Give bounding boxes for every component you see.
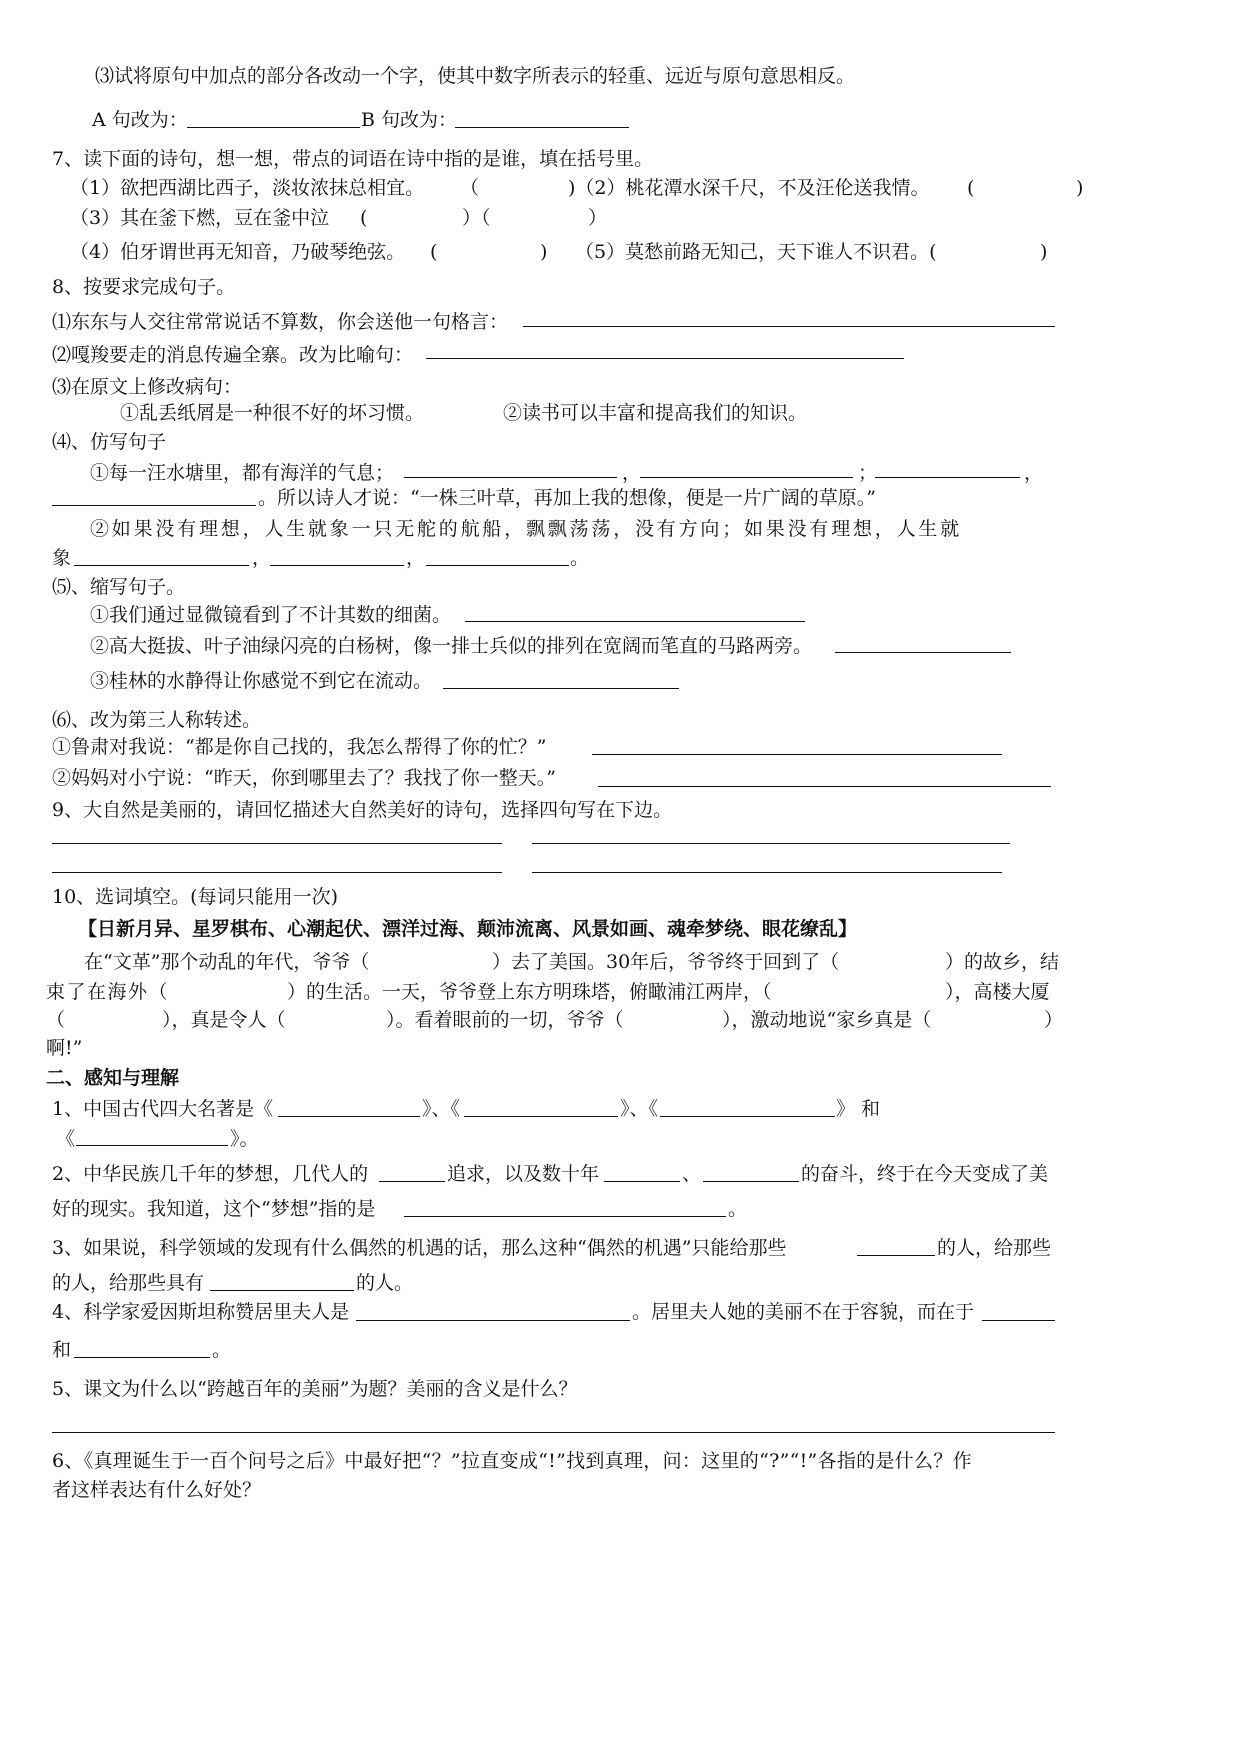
q6-a-blank: [187, 127, 360, 128]
q10-word-bank: 【日新月异、星罗棋布、心潮起伏、漂洋过海、颠沛流离、风景如画、魂牵梦绕、眼花缭乱】: [78, 918, 858, 940]
q8-s6b: ②妈妈对小宁说：“昨天，你到哪里去了？我找了你一整天。”: [52, 767, 556, 789]
s2-q1f: 》。: [230, 1128, 259, 1150]
q8-s5c: ③桂林的水静得让你感觉不到它在流动。: [90, 670, 433, 692]
q8-s4a-blank3: [875, 477, 1020, 478]
q7-paren-open: (: [967, 177, 975, 199]
s2-q4-blank3: [74, 1357, 210, 1358]
s2-q2a: 2、中华民族几千年的梦想，几代人的: [52, 1163, 369, 1185]
s2-q2-blank3: [703, 1181, 799, 1182]
q10-p3a: （: [46, 1009, 66, 1031]
q7-item4: （4）伯牙谓世再无知音，乃破琴绝弦。: [70, 241, 406, 263]
q8-title: 8、按要求完成句子。: [52, 276, 236, 298]
s2-q5: 5、课文为什么以“跨越百年的美丽”为题？美丽的含义是什么？: [52, 1378, 578, 1400]
q8-s4b-blank2: [270, 565, 404, 566]
q8-s4b-blank1: [74, 565, 249, 566]
s2-q1-blank3: [660, 1116, 835, 1117]
q10-p1c: ）的故乡，结: [945, 951, 1060, 973]
s2-q1a: 1、中国古代四大名著是《: [52, 1098, 274, 1120]
q10-p3c: ）。看着眼前的一切，爷爷（: [386, 1009, 624, 1031]
q8-s4b-sep: ，: [252, 547, 272, 569]
q10-title: 10、选词填空。(每词只能用一次): [52, 886, 339, 908]
s2-q4d: 。: [212, 1339, 232, 1361]
s2-q2-blank1: [379, 1181, 445, 1182]
q10-p3e: ）: [1044, 1009, 1064, 1031]
s2-q4a: 4、科学家爱因斯坦称赞居里夫人是: [52, 1301, 350, 1323]
q8-s4b: ②如果没有理想，人生就象一只无舵的航船，飘飘荡荡，没有方向；如果没有理想，人生就: [90, 518, 963, 540]
s2-q2-blank4: [404, 1216, 726, 1217]
q8-s4a: ①每一汪水塘里，都有海洋的气息；: [90, 462, 395, 484]
q8-s2: ⑵嘎羧要走的消息传遍全寨。改为比喻句：: [52, 344, 414, 366]
q10-p2a: 束了在海外（: [46, 981, 170, 1003]
s2-q5-answer-line: [52, 1432, 1055, 1433]
q8-s3: ⑶在原文上修改病句：: [52, 376, 243, 398]
q7-item1: （1）欲把西湖比西子，淡妆浓抹总相宜。: [70, 177, 425, 199]
q8-s6: ⑹、改为第三人称转述。: [52, 709, 262, 731]
q10-p2b: ）的生活。一天，爷爷登上东方明珠塔，俯瞰浦江两岸，（: [287, 981, 772, 1003]
q8-s4a-blank1: [404, 477, 617, 478]
s2-q2f: 。: [728, 1198, 748, 1220]
q10-p4: 啊!”: [46, 1037, 83, 1059]
q9-blank2: [532, 843, 1010, 844]
q8-s5: ⑸、缩写句子。: [52, 576, 186, 598]
q8-s1: ⑴东东与人交往常常说话不算数，你会送他一句格言：: [52, 311, 509, 333]
q8-s5c-blank: [443, 688, 679, 689]
q8-s4a-blank2: [640, 477, 853, 478]
s2-q1d: 》 和: [836, 1098, 881, 1120]
q10-p3b: ），真是令人（: [162, 1009, 286, 1031]
q7-paren-open: （: [460, 177, 480, 199]
q6-b-label: B 句改为：: [361, 109, 458, 131]
s2-q4c: 和: [52, 1339, 72, 1361]
q8-s4a-end: 。所以诗人才说：“一株三叶草，再加上我的想像，便是一片广阔的草原。”: [258, 487, 876, 509]
q7-paren-close: ): [1076, 177, 1084, 199]
q8-s5b: ②高大挺拔、叶子油绿闪亮的白杨树，像一排士兵似的排列在宽阔而笔直的马路两旁。: [90, 635, 813, 657]
s2-q2b: 追求，以及数十年: [447, 1163, 600, 1185]
s2-q3c: 的人，给那些具有: [52, 1272, 205, 1294]
q9-title: 9、大自然是美丽的，请回忆描述大自然美好的诗句，选择四句写在下边。: [52, 799, 673, 821]
q8-s2-blank: [426, 358, 904, 359]
q7-item3: （3）其在釜下燃，豆在釜中泣: [70, 207, 330, 229]
s2-q3a: 3、如果说，科学领域的发现有什么偶然的机遇的话，那么这种“偶然的机遇”只能给那些: [52, 1237, 787, 1259]
q7-paren-pair: ）（: [462, 207, 491, 229]
s2-q2e: 好的现实。我知道，这个“梦想”指的是: [52, 1198, 376, 1220]
s2-q1-blank4: [76, 1145, 228, 1146]
s2-q2d: 的奋斗，终于在今天变成了美: [801, 1163, 1049, 1185]
q8-s4b-sep: ，: [406, 547, 426, 569]
q8-s1-blank: [523, 326, 1055, 327]
q7-paren-close: ）: [588, 207, 608, 229]
q8-s5a-blank: [465, 621, 805, 622]
q8-s3a: ①乱丢纸屑是一种很不好的坏习惯。: [120, 402, 425, 424]
s2-q6a: 6、《真理诞生于一百个问号之后》中最好把“？”拉直变成“!”找到真理，问：这里的“?”“!”各指的是什么？作: [52, 1450, 972, 1472]
q8-s5b-blank: [835, 652, 1011, 653]
q8-s3b: ②读书可以丰富和提高我们的知识。: [503, 402, 808, 424]
q8-s6b-blank: [598, 786, 1051, 787]
q8-s6a: ①鲁肃对我说：“都是你自己找的，我怎么帮得了你的忙？”: [52, 736, 547, 758]
s2-q6b: 者这样表达有什么好处？: [52, 1479, 262, 1501]
s2-q1b: 》、《: [422, 1098, 461, 1120]
q10-p1a: 在“文革”那个动乱的年代，爷爷（: [84, 951, 370, 973]
q8-s4b-sep: 。: [570, 547, 590, 569]
s2-q1c: 》、《: [620, 1098, 659, 1120]
q10-p3d: ），激动地说“家乡真是（: [722, 1009, 932, 1031]
q6-b-blank: [455, 127, 629, 128]
q8-s4: ⑷、仿写句子: [52, 431, 167, 453]
q8-s6a-blank: [592, 754, 1002, 755]
q8-s4b-blank3: [426, 565, 569, 566]
s2-q1-blank2: [464, 1116, 618, 1117]
s2-q3-blank2: [210, 1290, 354, 1291]
q7-paren-open: (: [430, 241, 438, 263]
s2-q3-blank1: [857, 1255, 935, 1256]
section2-title: 二、感知与理解: [46, 1067, 180, 1089]
s2-q4b: 。居里夫人她的美丽不在于容貌，而在于: [632, 1301, 975, 1323]
s2-q1-blank1: [278, 1116, 420, 1117]
q9-blank3: [52, 872, 502, 873]
q9-blank4: [532, 872, 1002, 873]
q8-s4a-sep: ，: [1024, 462, 1044, 484]
q8-s4a-sep: ；: [858, 462, 878, 484]
q7-title: 7、读下面的诗句，想一想，带点的词语在诗中指的是谁，填在括号里。: [52, 148, 654, 170]
q9-blank1: [52, 843, 502, 844]
s2-q2-blank2: [604, 1181, 680, 1182]
q8-s5a: ①我们通过显微镜看到了不计其数的细菌。: [90, 604, 452, 626]
q7-item5: （5）莫愁前路无知己，天下谁人不识君。(: [575, 241, 937, 263]
q10-p1b: ）去了美国。30年后，爷爷终于回到了（: [492, 951, 840, 973]
q7-item2: )（2）桃花潭水深千尺，不及汪伦送我情。: [568, 177, 930, 199]
q8-s4a-blank4: [52, 505, 256, 506]
s2-q1e: 《: [56, 1128, 76, 1150]
q8-s4b-start: 象: [52, 547, 72, 569]
q8-s4a-sep: ，: [622, 462, 642, 484]
q6-sub3-text: ⑶试将原句中加点的部分各改动一个字，使其中数字所表示的轻重、远近与原句意思相反。: [95, 65, 856, 87]
q6-a-label: A 句改为：: [92, 109, 188, 131]
s2-q3b: 的人，给那些: [937, 1237, 1052, 1259]
q7-paren-close: ): [1040, 241, 1048, 263]
s2-q4-blank2: [982, 1320, 1055, 1321]
q7-paren-close: ): [540, 241, 548, 263]
s2-q4-blank1: [356, 1320, 630, 1321]
s2-q3d: 的人。: [356, 1272, 414, 1294]
q10-p2c: ），高楼大厦: [945, 981, 1050, 1003]
s2-q2c: 、: [682, 1163, 702, 1185]
q7-paren-open: (: [360, 207, 368, 229]
